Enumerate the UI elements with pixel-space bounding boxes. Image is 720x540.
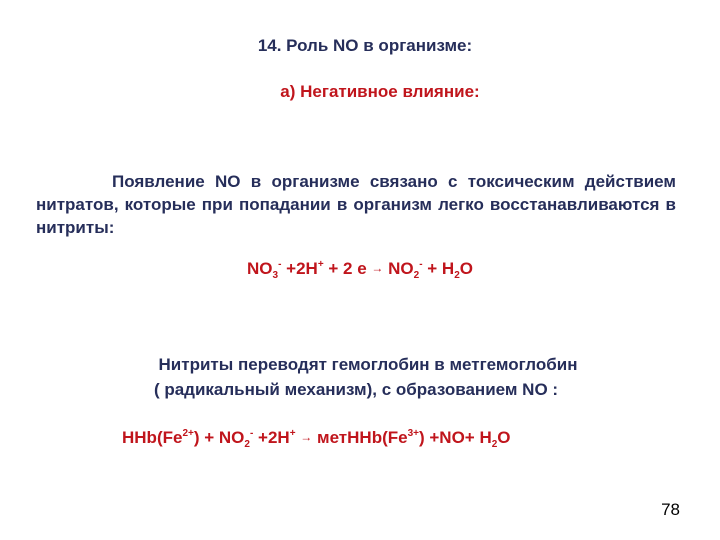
paragraph-nitrites-line2: ( радикальный механизм), с образованием NO : <box>153 380 559 399</box>
paragraph-nitrites <box>0 352 720 402</box>
equation-methemoglobin: $HHb(Fe^{2+}) + NO_2^- +2H^+$ → $метHHb(Fe^{3+}) +NO+ H_2O$ <box>122 428 511 450</box>
paragraph-nitrates: Появление NO в организме связано с токсическим действием нитратов, которые при попадании в организм легко восстанавливаются в нитриты: <box>36 172 676 237</box>
subsection-title: а) Негативное влияние: <box>280 82 480 101</box>
reaction-arrow-icon: → <box>371 261 384 275</box>
equation-nitrate-reduction: $NO_3^- +2H^+ + 2$ $e \to NO_2^- + H_2O$ <box>247 259 473 281</box>
section-title: 14. Роль NO в организме: <box>257 36 473 55</box>
page-number: 78 <box>661 500 680 519</box>
paragraph-nitrites-line1: Нитриты переводят гемоглобин в метгемоглобин <box>158 355 578 374</box>
reaction-arrow-icon: → <box>300 430 313 444</box>
